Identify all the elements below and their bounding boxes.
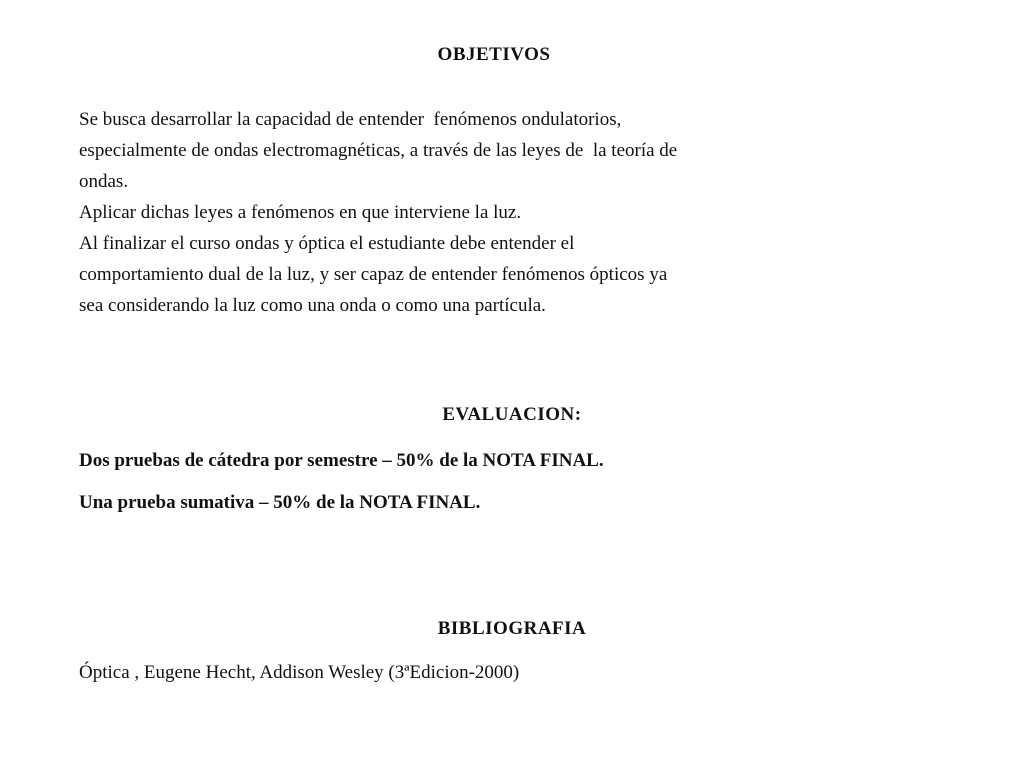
objetivos-paragraph — [79, 104, 939, 321]
objetivos-line: Aplicar dichas leyes a fenómenos en que interviene la luz. — [79, 202, 522, 223]
objetivos-line: Se busca desarrollar la capacidad de entender fenómenos ondulatorios, — [79, 109, 622, 130]
bibliografia-heading: BIBLIOGRAFIA — [437, 618, 587, 639]
objetivos-heading: OBJETIVOS — [437, 44, 551, 65]
evaluacion-item: Una prueba sumativa – 50% de la NOTA FINAL. — [79, 492, 481, 513]
objetivos-line: sea considerando la luz como una onda o como una partícula. — [79, 295, 546, 316]
objetivos-line: comportamiento dual de la luz, y ser capaz de entender fenómenos ópticos ya — [79, 264, 668, 285]
bibliografia-item: Óptica , Eugene Hecht, Addison Wesley (3ªEdicion-2000) — [79, 662, 520, 683]
evaluacion-item: Dos pruebas de cátedra por semestre – 50% de la NOTA FINAL. — [79, 450, 604, 471]
evaluacion-heading: EVALUACION: — [442, 404, 582, 425]
objetivos-line: Al finalizar el curso ondas y óptica el estudiante debe entender el — [79, 233, 575, 254]
objetivos-line: especialmente de ondas electromagnéticas, a través de las leyes de la teoría de — [79, 140, 678, 161]
objetivos-line: ondas. — [79, 171, 129, 192]
